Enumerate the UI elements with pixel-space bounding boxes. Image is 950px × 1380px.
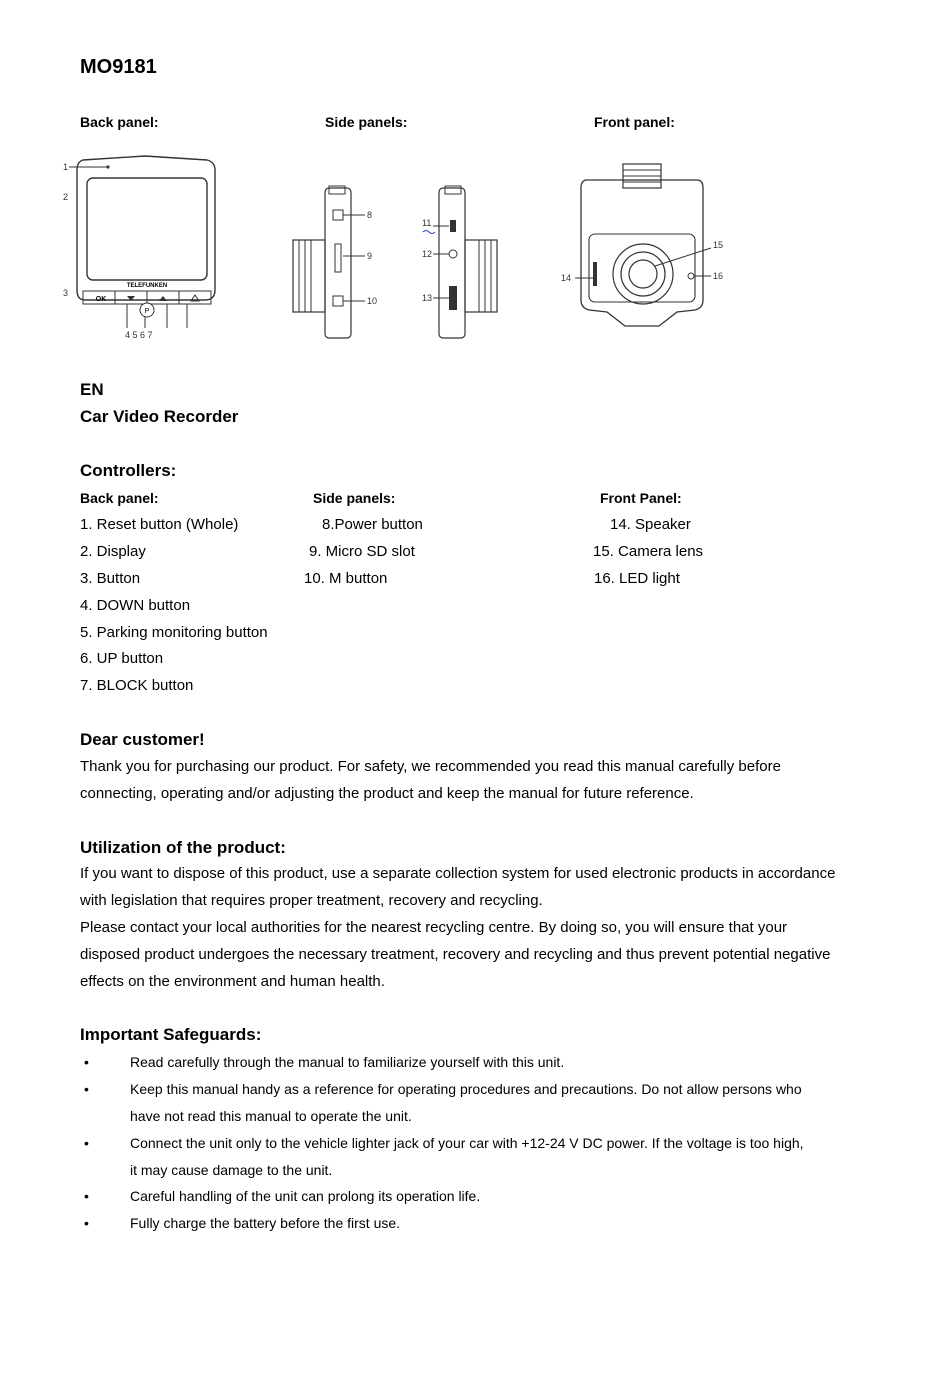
list-item: 10. M button bbox=[304, 570, 388, 587]
list-item: 4. DOWN button bbox=[80, 597, 191, 614]
list-item: 3. Button bbox=[80, 570, 141, 587]
list-item: Connect the unit only to the vehicle lighter jack of your car with +12-24 V DC power. If the voltage is too high, it may cause damage to the unit. bbox=[130, 1135, 804, 1178]
list-item: 9. Micro SD slot bbox=[309, 543, 415, 560]
controllers-back-heading: Back panel: bbox=[80, 490, 159, 506]
front-panel-label: Front panel: bbox=[594, 114, 675, 130]
controllers-side-heading: Side panels: bbox=[313, 490, 396, 506]
callout-13: 13 bbox=[422, 293, 433, 303]
side-panels-diagram bbox=[285, 180, 515, 345]
list-item: 2. Display bbox=[80, 543, 146, 560]
controllers-heading: Controllers: bbox=[80, 461, 177, 480]
list-item: Keep this manual handy as a reference for operating procedures and precautions. Do not allow persons who have not read this manual to operate the unit. bbox=[130, 1081, 802, 1124]
controllers-front-heading: Front Panel: bbox=[600, 490, 682, 506]
utilization-heading: Utilization of the product: bbox=[80, 838, 286, 857]
callout-16: 16 bbox=[713, 271, 724, 281]
side-panels-label: Side panels: bbox=[325, 114, 408, 130]
callout-12: 12 bbox=[422, 249, 433, 259]
wave-icon bbox=[423, 231, 435, 234]
product-name: Car Video Recorder bbox=[80, 407, 239, 426]
callout-2: 2 bbox=[63, 192, 69, 202]
callout-15: 15 bbox=[713, 240, 724, 250]
callout-11: 11 bbox=[422, 218, 432, 228]
utilization-paragraph-2: Please contact your local authorities for the nearest recycling centre. By doing so, you will ensure that your disposed product undergoes the necessary treatment, recovery and recycling and thus prevent potential negative effects on the environment and human health. bbox=[80, 919, 831, 990]
p-label: P bbox=[144, 308, 150, 315]
list-item: 15. Camera lens bbox=[593, 543, 704, 560]
dear-customer-text: Thank you for purchasing our product. For safety, we recommended you read this manual carefully before connecting, operating and/or adjusting the product and keep the manual for future reference. bbox=[80, 758, 781, 802]
back-panel-label: Back panel: bbox=[80, 114, 159, 130]
callout-4-7: 4 5 6 7 bbox=[125, 330, 153, 340]
bullet-icon: • bbox=[84, 1054, 89, 1070]
list-item: 7. BLOCK button bbox=[80, 677, 194, 694]
up-arrow-icon bbox=[159, 296, 167, 301]
callout-8: 8 bbox=[367, 210, 373, 220]
language-code: EN bbox=[80, 380, 104, 399]
callout-9: 9 bbox=[367, 251, 373, 261]
list-item: 1. Reset button (Whole) bbox=[80, 516, 239, 533]
safeguards-heading: Important Safeguards: bbox=[80, 1025, 262, 1044]
list-item: 16. LED light bbox=[594, 570, 680, 587]
bullet-icon: • bbox=[84, 1081, 89, 1097]
callout-1: 1 bbox=[63, 162, 69, 172]
back-panel-diagram bbox=[55, 150, 235, 345]
list-item: 8.Power button bbox=[322, 516, 423, 533]
list-item: 14. Speaker bbox=[610, 516, 691, 533]
list-item: Fully charge the battery before the first use. bbox=[130, 1215, 401, 1231]
dear-customer-heading: Dear customer! bbox=[80, 730, 205, 749]
list-item: 5. Parking monitoring button bbox=[80, 624, 268, 641]
bullet-icon: • bbox=[84, 1188, 89, 1204]
model-number: MO9181 bbox=[80, 56, 157, 78]
bullet-icon: • bbox=[84, 1215, 89, 1231]
brand-text: TELEFUNKEN bbox=[126, 283, 168, 289]
list-item: Careful handling of the unit can prolong its operation life. bbox=[130, 1188, 481, 1204]
ok-label: OK bbox=[95, 296, 107, 303]
utilization-paragraph-1: If you want to dispose of this product, use a separate collection system for used electronic products in accordance with legislation that requires proper treatment, recovery and recycling. bbox=[80, 865, 836, 909]
list-item: Read carefully through the manual to familiarize yourself with this unit. bbox=[130, 1054, 565, 1070]
callout-14: 14 bbox=[561, 273, 572, 283]
list-item: 6. UP button bbox=[80, 650, 164, 667]
callout-3: 3 bbox=[63, 288, 69, 298]
bullet-icon: • bbox=[84, 1135, 89, 1151]
front-panel-diagram bbox=[555, 160, 735, 335]
callout-10: 10 bbox=[367, 296, 378, 306]
